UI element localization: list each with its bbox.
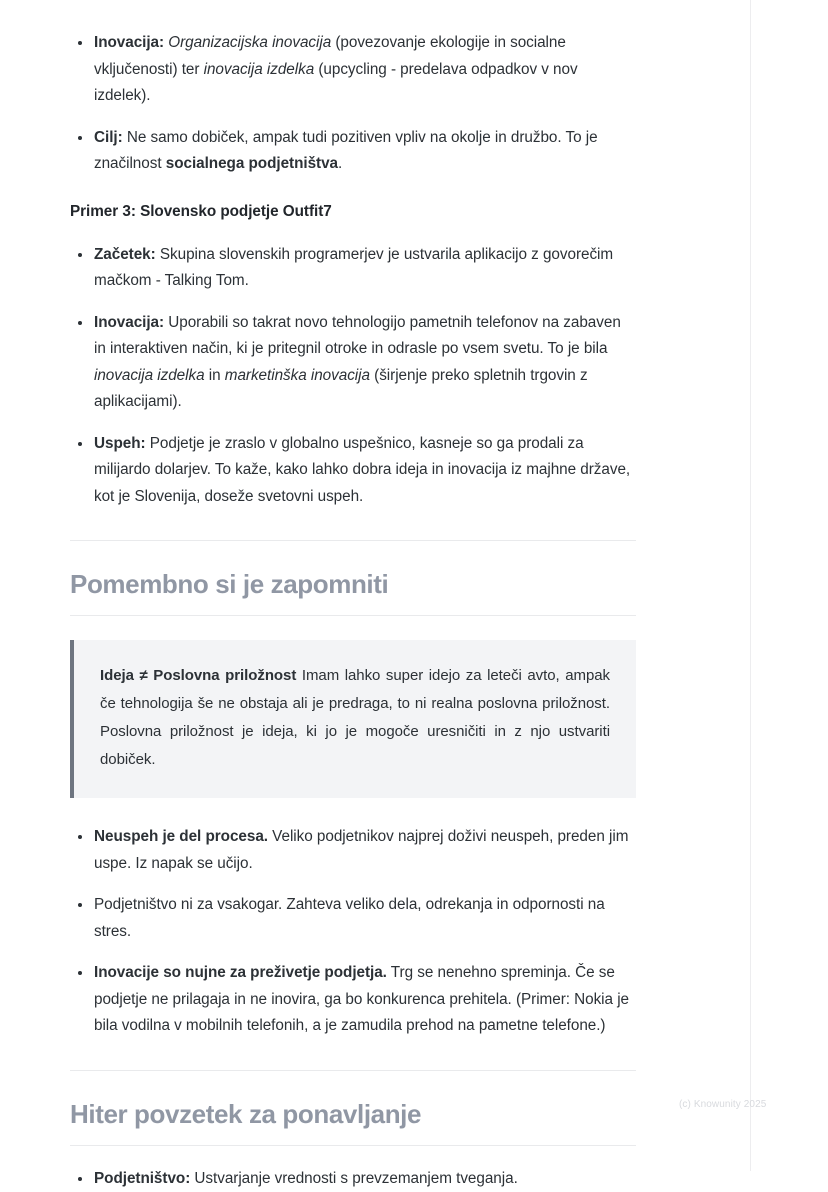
list-item: Neuspeh je del procesa. Veliko podjetnikov najprej doživi neuspeh, preden jim uspe. Iz napak se učijo. (70, 824, 636, 877)
copyright-note: (c) Knowunity 2025 (679, 1098, 766, 1112)
list-item: Začetek: Skupina slovenskih programerjev je ustvarila aplikacijo z govorečim mačkom - Talking Tom. (70, 242, 636, 295)
list-item: Podjetništvo: Ustvarjanje vrednosti s prevzemanjem tveganja. (70, 1166, 636, 1192)
callout-box (70, 640, 636, 798)
list-item: Inovacija: Uporabili so takrat novo tehnologijo pametnih telefonov na zabaven in interaktiven način, ki je pritegnil otroke in odrasle po vsem svetu. To je bila inovacija izdelka in marketinška inovacija (širjenje preko spletnih trgovin z aplikacijami). (70, 310, 636, 416)
document-content (70, 30, 636, 1192)
bullet-list-remember (70, 824, 636, 1040)
page-gutter-rule (750, 0, 751, 1171)
callout-text: Ideja ≠ Poslovna priložnost Imam lahko super idejo za leteči avto, ampak če tehnologija še ne obstaja ali je predraga, to ni realna poslovna priložnost. Poslovna priložnost je ideja, ki jo je mogoče uresničiti in z njo ustvariti dobiček. (100, 662, 610, 774)
list-item: Uspeh: Podjetje je zraslo v globalno uspešnico, kasneje so ga prodali za milijardo dolarjev. To kaže, kako lahko dobra ideja in inovacija iz majhne države, kot je Slovenija, doseže svetovni uspeh. (70, 431, 636, 511)
example-heading: Primer 3: Slovensko podjetje Outfit7 (70, 200, 636, 224)
list-item: Inovacija: Organizacijska inovacija (povezovanje ekologije in socialne vključenosti) ter inovacija izdelka (upcycling - predelava odpadkov v nov izdelek). (70, 30, 636, 110)
bullet-list-top (70, 30, 636, 178)
list-item: Cilj: Ne samo dobiček, ampak tudi pozitiven vpliv na okolje in družbo. To je značilnost socialnega podjetništva. (70, 125, 636, 178)
list-item: Inovacije so nujne za preživetje podjetja. Trg se nenehno spreminja. Če se podjetje ne prilagaja in ne inovira, ga bo konkurenca prehitela. (Primer: Nokia je bila vodilna v mobilnih telefonih, a je zamudila prehod na pametne telefone.) (70, 960, 636, 1040)
bullet-list-example (70, 242, 636, 511)
page-title-summary: Hiter povzetek za ponavljanje (70, 1097, 636, 1131)
page-title-remember: Pomembno si je zapomniti (70, 567, 636, 601)
bullet-list-summary (70, 1166, 636, 1192)
list-item: Podjetništvo ni za vsakogar. Zahteva veliko dela, odrekanja in odpornosti na stres. (70, 892, 636, 945)
